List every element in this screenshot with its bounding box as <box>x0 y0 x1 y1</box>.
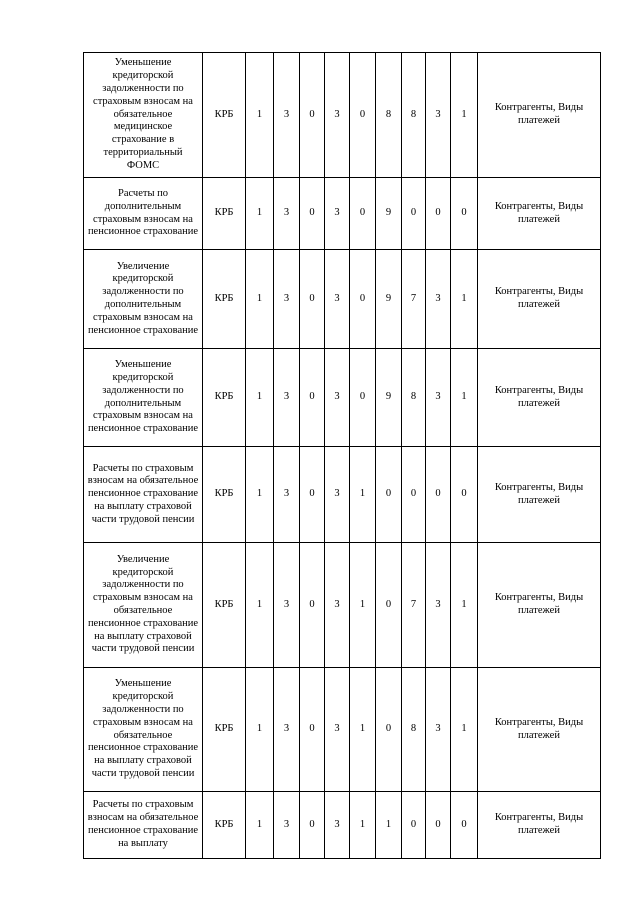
account-code-digit-cell: 0 <box>402 178 426 250</box>
account-code-digit-cell: 0 <box>300 349 325 447</box>
table-row <box>84 792 601 859</box>
account-code-digit-cell: 0 <box>300 792 325 859</box>
account-code-digit-cell: 0 <box>426 447 451 543</box>
account-name-cell: Расчеты по страховым взносам на обязательное пенсионное страхование на выплату <box>84 792 203 859</box>
account-code-digit-cell: 9 <box>376 178 402 250</box>
account-code-digit-cell: 3 <box>274 447 300 543</box>
analytics-cell: Контрагенты, Виды платежей <box>478 792 601 859</box>
account-code-digit-cell: 3 <box>325 349 350 447</box>
account-code-digit-cell: 0 <box>451 178 478 250</box>
account-code-digit-cell: 3 <box>325 668 350 792</box>
account-code-digit-cell: 1 <box>246 53 274 178</box>
account-code-digit-cell: 1 <box>246 447 274 543</box>
analytics-cell: Контрагенты, Виды платежей <box>478 53 601 178</box>
account-code-digit-cell: 0 <box>350 178 376 250</box>
analytics-cell: Контрагенты, Виды платежей <box>478 668 601 792</box>
account-name-cell: Уменьшение кредиторской задолженности по дополнительным страховым взносам на пенсионное страхование <box>84 349 203 447</box>
account-code-digit-cell: 3 <box>426 668 451 792</box>
account-name-cell: Уменьшение кредиторской задолженности по страховым взносам на обязательное пенсионное страхование на выплату страховой части трудовой пенсии <box>84 668 203 792</box>
table-row <box>84 668 601 792</box>
account-code-digit-cell: 3 <box>325 178 350 250</box>
account-code-digit-cell: 9 <box>376 349 402 447</box>
account-code-digit-cell: 3 <box>426 250 451 349</box>
table-row <box>84 447 601 543</box>
account-code-digit-cell: 1 <box>350 792 376 859</box>
budget-code-cell: КРБ <box>203 250 246 349</box>
account-code-digit-cell: 1 <box>350 447 376 543</box>
account-name-cell: Расчеты по дополнительным страховым взносам на пенсионное страхование <box>84 178 203 250</box>
account-name-cell: Увеличение кредиторской задолженности по дополнительным страховым взносам на пенсионное страхование <box>84 250 203 349</box>
account-code-digit-cell: 3 <box>325 543 350 668</box>
account-name-cell: Уменьшение кредиторской задолженности по страховым взносам на обязательное медицинское страхование в территориальный ФОМС <box>84 53 203 178</box>
account-code-digit-cell: 1 <box>246 792 274 859</box>
account-code-digit-cell: 0 <box>451 447 478 543</box>
account-code-digit-cell: 7 <box>402 543 426 668</box>
analytics-cell: Контрагенты, Виды платежей <box>478 250 601 349</box>
budget-code-cell: КРБ <box>203 53 246 178</box>
account-name-cell: Увеличение кредиторской задолженности по страховым взносам на обязательное пенсионное страхование на выплату страховой части трудовой пенсии <box>84 543 203 668</box>
account-code-digit-cell: 1 <box>246 668 274 792</box>
account-code-digit-cell: 1 <box>246 178 274 250</box>
account-code-digit-cell: 0 <box>451 792 478 859</box>
account-code-digit-cell: 8 <box>402 349 426 447</box>
account-code-digit-cell: 8 <box>402 53 426 178</box>
account-code-digit-cell: 3 <box>274 53 300 178</box>
budget-code-cell: КРБ <box>203 792 246 859</box>
account-code-digit-cell: 0 <box>402 447 426 543</box>
budget-code-cell: КРБ <box>203 447 246 543</box>
account-code-digit-cell: 0 <box>350 250 376 349</box>
account-code-digit-cell: 3 <box>274 668 300 792</box>
account-code-digit-cell: 0 <box>426 178 451 250</box>
account-code-digit-cell: 3 <box>325 250 350 349</box>
account-code-digit-cell: 0 <box>350 349 376 447</box>
table-row <box>84 349 601 447</box>
account-code-digit-cell: 9 <box>376 250 402 349</box>
account-code-digit-cell: 0 <box>300 53 325 178</box>
account-code-digit-cell: 3 <box>274 792 300 859</box>
analytics-cell: Контрагенты, Виды платежей <box>478 349 601 447</box>
budget-code-cell: КРБ <box>203 349 246 447</box>
account-code-digit-cell: 3 <box>426 543 451 668</box>
account-code-digit-cell: 1 <box>350 668 376 792</box>
analytics-cell: Контрагенты, Виды платежей <box>478 447 601 543</box>
table-row <box>84 543 601 668</box>
account-code-digit-cell: 3 <box>325 447 350 543</box>
account-code-digit-cell: 1 <box>451 53 478 178</box>
account-code-digit-cell: 1 <box>350 543 376 668</box>
account-name-cell: Расчеты по страховым взносам на обязательное пенсионное страхование на выплату страховой части трудовой пенсии <box>84 447 203 543</box>
account-code-digit-cell: 1 <box>451 668 478 792</box>
account-code-digit-cell: 1 <box>451 349 478 447</box>
account-code-digit-cell: 7 <box>402 250 426 349</box>
account-code-digit-cell: 0 <box>376 447 402 543</box>
account-code-digit-cell: 1 <box>246 543 274 668</box>
account-code-digit-cell: 3 <box>426 53 451 178</box>
account-code-digit-cell: 0 <box>426 792 451 859</box>
account-code-digit-cell: 1 <box>451 250 478 349</box>
budget-code-cell: КРБ <box>203 543 246 668</box>
analytics-cell: Контрагенты, Виды платежей <box>478 543 601 668</box>
account-code-digit-cell: 8 <box>376 53 402 178</box>
account-code-digit-cell: 3 <box>274 178 300 250</box>
account-code-digit-cell: 3 <box>274 349 300 447</box>
account-code-digit-cell: 1 <box>451 543 478 668</box>
account-code-digit-cell: 0 <box>300 447 325 543</box>
account-code-digit-cell: 0 <box>376 543 402 668</box>
account-code-digit-cell: 0 <box>376 668 402 792</box>
budget-code-cell: КРБ <box>203 668 246 792</box>
account-code-digit-cell: 0 <box>300 250 325 349</box>
account-code-digit-cell: 0 <box>350 53 376 178</box>
analytics-cell: Контрагенты, Виды платежей <box>478 178 601 250</box>
account-code-digit-cell: 0 <box>300 178 325 250</box>
account-code-digit-cell: 1 <box>376 792 402 859</box>
account-code-digit-cell: 3 <box>274 250 300 349</box>
account-code-digit-cell: 1 <box>246 250 274 349</box>
accounts-table <box>83 52 601 859</box>
account-code-digit-cell: 3 <box>325 792 350 859</box>
accounts-table-page <box>83 52 601 859</box>
account-code-digit-cell: 0 <box>300 543 325 668</box>
account-code-digit-cell: 8 <box>402 668 426 792</box>
account-code-digit-cell: 1 <box>246 349 274 447</box>
account-code-digit-cell: 3 <box>274 543 300 668</box>
account-code-digit-cell: 3 <box>325 53 350 178</box>
table-row <box>84 53 601 178</box>
table-row <box>84 250 601 349</box>
account-code-digit-cell: 0 <box>300 668 325 792</box>
budget-code-cell: КРБ <box>203 178 246 250</box>
account-code-digit-cell: 0 <box>402 792 426 859</box>
account-code-digit-cell: 3 <box>426 349 451 447</box>
table-row <box>84 178 601 250</box>
